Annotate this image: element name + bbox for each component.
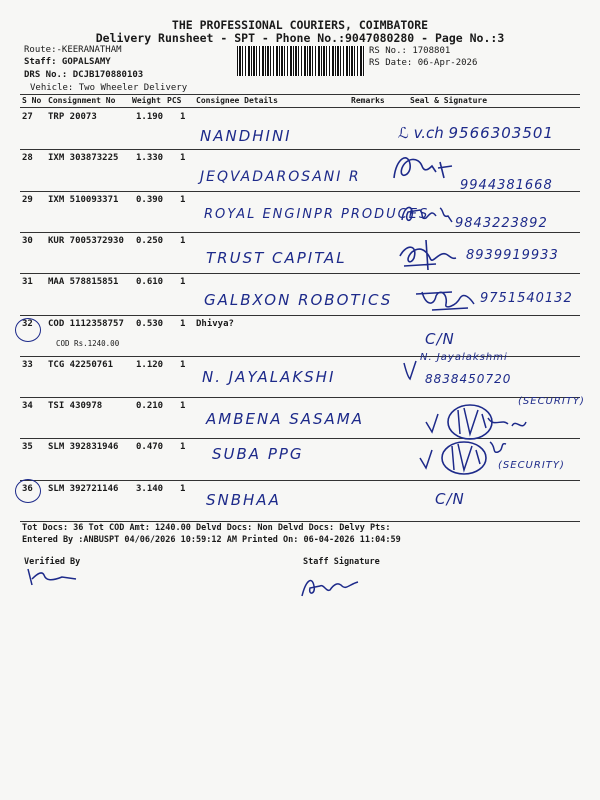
drs-number: DRS No.: DCJB170880103 bbox=[24, 70, 144, 80]
handwritten-consignee-35: SUBA PPG bbox=[212, 445, 304, 463]
cell-pcs: 1 bbox=[180, 112, 186, 122]
cell-sno: 35 bbox=[22, 442, 33, 453]
cell-cno: MAA 578815851 bbox=[48, 277, 119, 288]
stamp-signature-35 bbox=[418, 436, 528, 482]
cell-weight: 1.190 bbox=[136, 112, 164, 122]
barcode-icon bbox=[237, 46, 365, 76]
cell-weight: 0.610 bbox=[136, 277, 164, 288]
company-title: THE PROFESSIONAL COURIERS, COIMBATORE bbox=[171, 18, 429, 32]
rs-number: RS No.: 1708801 bbox=[369, 46, 451, 56]
cell-pcs: 1 bbox=[180, 442, 186, 453]
verified-by-label: Verified By bbox=[24, 557, 81, 567]
cell-cno: TCG 42250761 bbox=[48, 359, 114, 370]
signature-33: N. Jayalakshmi bbox=[420, 352, 508, 363]
cell-sno: 34 bbox=[22, 401, 33, 412]
phone-29: 9843223892 bbox=[455, 216, 548, 231]
security-34: (SECURITY) bbox=[518, 396, 585, 407]
col-consignee: Consignee Details bbox=[196, 96, 278, 105]
cell-cno: IXM 510093371 bbox=[48, 194, 119, 205]
cod-amount: COD Rs.1240.00 bbox=[56, 338, 120, 348]
cell-weight: 0.470 bbox=[136, 442, 164, 453]
security-35: (SECURITY) bbox=[498, 460, 565, 471]
phone-31: 9751540132 bbox=[480, 291, 573, 306]
cell-sno: 33 bbox=[22, 359, 33, 370]
signature-scribble-29 bbox=[398, 198, 458, 228]
phone-33: 8838450720 bbox=[425, 372, 512, 386]
handwritten-consignee-30: TRUST CAPITAL bbox=[206, 249, 347, 267]
cell-weight: 0.530 bbox=[136, 318, 164, 329]
phone-28: 9944381668 bbox=[460, 178, 553, 193]
handwritten-consignee-34: AMBENA SASAMA bbox=[206, 410, 364, 428]
handwritten-consignee-36: SNBHAA bbox=[206, 491, 281, 509]
cell-weight: 0.210 bbox=[136, 401, 164, 412]
cell-pcs: 1 bbox=[180, 153, 186, 164]
staff-label: Staff: GOPALSAMY bbox=[24, 57, 111, 67]
cell-cno: SLM 392831946 bbox=[48, 442, 119, 453]
cell-pcs: 1 bbox=[180, 194, 186, 205]
handwritten-consignee-27: NANDHINI bbox=[200, 127, 292, 145]
runsheet-title: Delivery Runsheet - SPT - Phone No.:9047080280 - Page No.:3 bbox=[95, 31, 505, 45]
cell-weight: 0.250 bbox=[136, 235, 164, 246]
phone-30: 8939919933 bbox=[466, 248, 559, 263]
cell-weight: 1.330 bbox=[136, 153, 164, 164]
cell-weight: 1.120 bbox=[136, 359, 164, 370]
signature-27: ℒ v.ch 9566303501 bbox=[398, 124, 554, 142]
row-divider bbox=[20, 149, 580, 150]
col-remarks: Remarks bbox=[351, 96, 385, 105]
cn-mark-32: C/N bbox=[425, 330, 455, 348]
col-pcs: PCS bbox=[167, 96, 182, 105]
row-divider bbox=[20, 315, 580, 316]
entered-printed-line: Entered By :ANBUSPT 04/06/2026 10:59:12 AM Printed On: 06-04-2026 11:04:59 bbox=[22, 535, 401, 545]
cell-sno: 30 bbox=[22, 235, 33, 246]
cell-cno: KUR 7005372930 bbox=[48, 235, 124, 246]
handwritten-consignee-29: ROYAL ENGINPR PRODUCES bbox=[204, 207, 430, 222]
header-bottom-rule bbox=[20, 107, 580, 108]
rs-date: RS Date: 06-Apr-2026 bbox=[369, 58, 478, 68]
row-divider bbox=[20, 273, 580, 274]
cell-weight: 0.390 bbox=[136, 194, 164, 205]
remarks-text: Dhivya? bbox=[196, 318, 234, 329]
handwritten-consignee-28: JEQVADAROSANI R bbox=[200, 169, 361, 185]
signature-scribble-30 bbox=[396, 236, 466, 272]
cell-sno: 27 bbox=[22, 112, 33, 122]
cell-pcs: 1 bbox=[180, 318, 186, 329]
cell-pcs: 1 bbox=[180, 277, 186, 288]
totals-line: Tot Docs: 36 Tot COD Amt: 1240.00 Delvd Docs: Non Delvd Docs: Delvy Pts: bbox=[22, 523, 391, 533]
cell-cno: TSI 430978 bbox=[48, 401, 103, 412]
cn-mark-36: C/N bbox=[435, 490, 465, 508]
staff-signature-label: Staff Signature bbox=[303, 557, 380, 567]
cell-weight: 3.140 bbox=[136, 483, 164, 494]
handwritten-consignee-33: N. JAYALAKSHI bbox=[202, 368, 336, 386]
col-weight: Weight bbox=[132, 96, 161, 105]
row-divider bbox=[20, 521, 580, 522]
signature-scribble-28 bbox=[388, 148, 468, 192]
cell-cno: TRP 20073 bbox=[48, 112, 97, 122]
cell-sno: 29 bbox=[22, 194, 33, 205]
cell-pcs: 1 bbox=[180, 359, 186, 370]
vehicle-label: Vehicle: Two Wheeler Delivery bbox=[30, 83, 188, 93]
handwritten-consignee-31: GALBXON ROBOTICS bbox=[204, 291, 393, 309]
cell-sno: 28 bbox=[22, 153, 33, 164]
col-sno: S No bbox=[22, 96, 42, 105]
cell-sno: 32 bbox=[22, 318, 33, 329]
row-divider bbox=[20, 232, 580, 233]
col-seal-signature: Seal & Signature bbox=[410, 96, 488, 105]
header-top-rule bbox=[20, 94, 580, 95]
tick-33 bbox=[400, 357, 420, 383]
cell-sno: 31 bbox=[22, 277, 33, 288]
cell-cno: SLM 392721146 bbox=[48, 483, 119, 494]
circle-mark-32 bbox=[15, 318, 41, 342]
verified-signature bbox=[22, 565, 82, 589]
cell-cno: COD 1112358757 bbox=[48, 318, 124, 329]
cell-pcs: 1 bbox=[180, 483, 186, 494]
cell-pcs: 1 bbox=[180, 401, 186, 412]
staff-signature bbox=[298, 572, 368, 602]
signature-scribble-31 bbox=[412, 284, 482, 314]
cell-pcs: 1 bbox=[180, 235, 186, 246]
route-label: Route:-KEERANATHAM bbox=[24, 45, 122, 55]
cell-cno: IXM 303873225 bbox=[48, 153, 119, 164]
col-consignment: Consignment No bbox=[48, 96, 116, 105]
cell-sno: 36 bbox=[22, 483, 33, 494]
circle-mark-36 bbox=[15, 479, 41, 503]
